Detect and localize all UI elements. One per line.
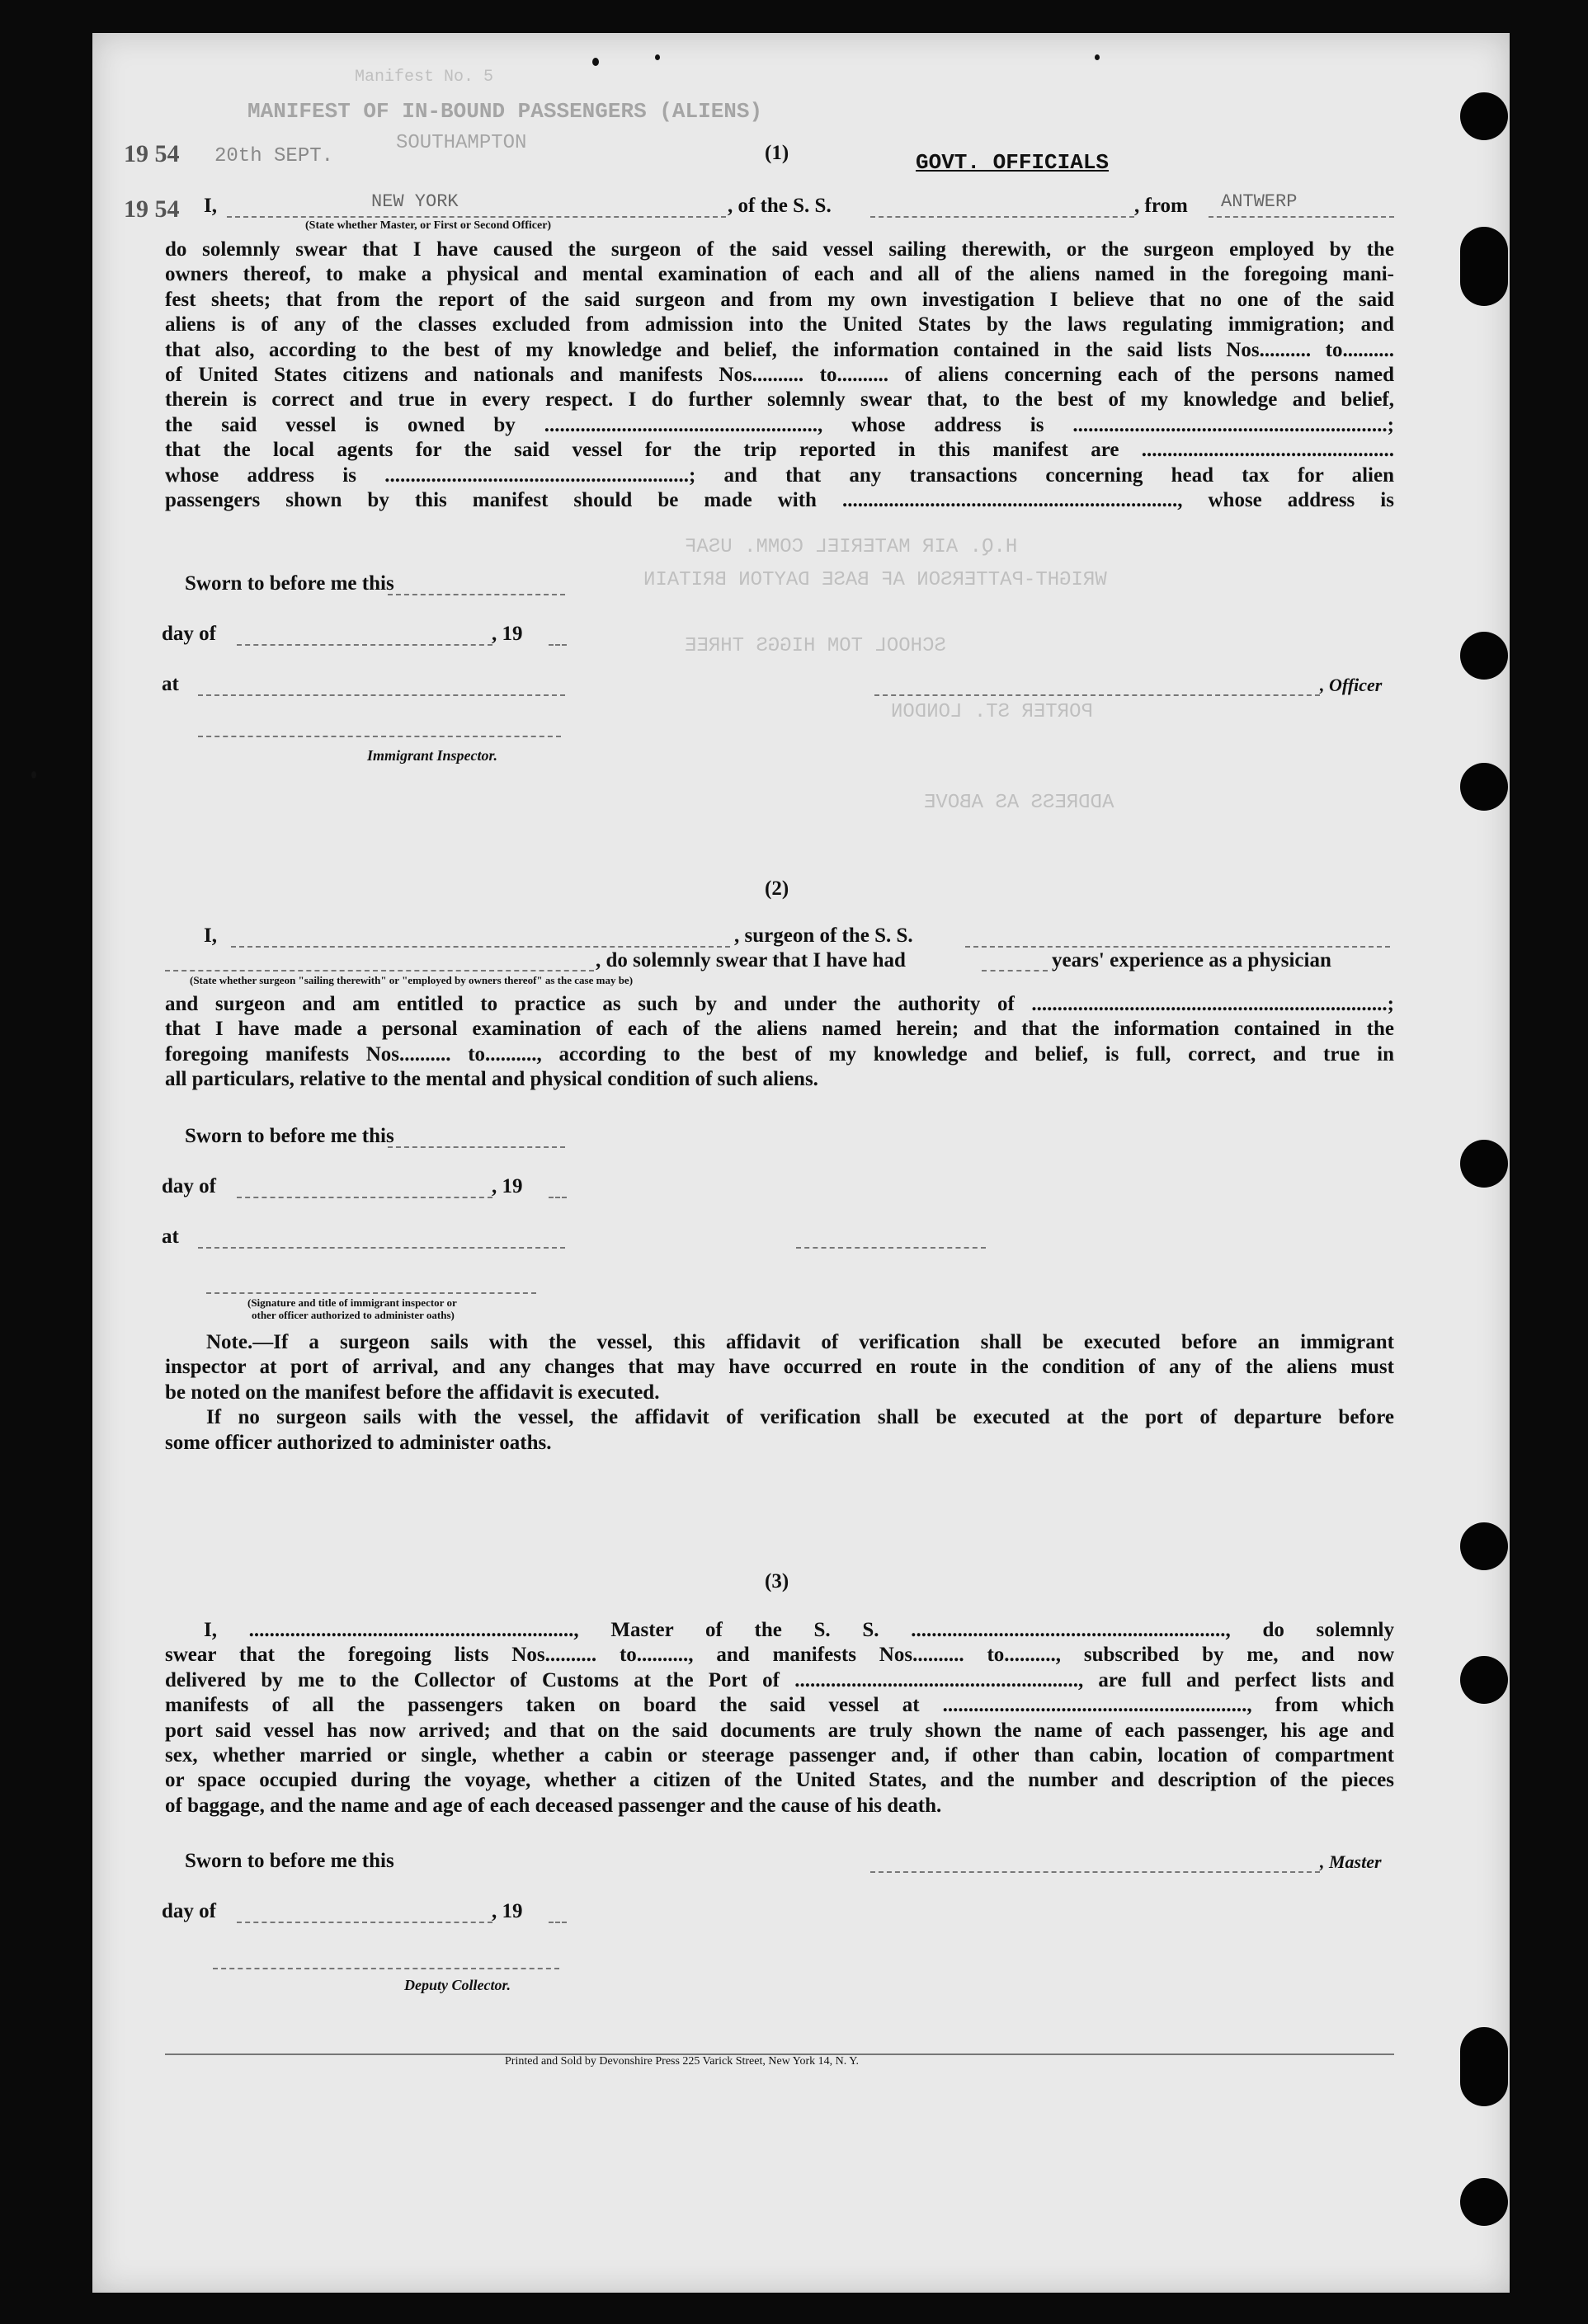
section-1-nineteen: , 19 [492,623,523,645]
master-signature-line [870,1871,1320,1873]
section-3-day-line [237,1922,492,1923]
day-of-line [237,644,492,646]
section-2-line: that I have made a personal examination of each of the aliens named herein; and that the information contained in the [165,1018,1394,1041]
note-line: Note.—If a surgeon sails with the vessel, this affidavit of verification shall be executed before an immigrant [206,1331,1394,1353]
section-2-line: foregoing manifests Nos.......... to.........., according to the best of my knowledge and belief, is full, correct, and true in [165,1042,1394,1066]
section-3-day-of: day of [162,1900,216,1922]
printer-imprint: Printed and Sold by Devonshire Press 225 Varick Street, New York 14, N. Y. [505,2055,860,2068]
section-2-vessel-line [965,946,1390,948]
bleed-through-text: WRIGHT-PATTERSON AF BASE DAYTON BRITAIN [643,569,1107,591]
section-1-state-whether: (State whether Master, or First or Second Officer) [305,219,552,232]
binder-hole [1460,2178,1508,2226]
section-2-swear: , do solemnly swear that I have had [596,949,906,971]
header-title: MANIFEST OF IN-BOUND PASSENGERS (ALIENS) [247,99,763,124]
section-3-line: port said vessel has now arrived; and that on the said documents are truly shown the name of each passenger, his age and [165,1719,1394,1742]
section-2-sworn-line [388,1146,565,1148]
section-2-at-line [198,1247,565,1249]
section-3-line: delivered by me to the Collector of Customs at the Port of ......................................................., are full and perfect lists and [165,1668,1394,1691]
binder-hole [1460,2027,1508,2106]
surgeon-signature-line [796,1247,986,1249]
section-2-year-line [549,1197,567,1198]
printed-port-name: NEW YORK [371,191,459,212]
section-2-surgeon-of: , surgeon of the S. S. [734,924,913,947]
master-name-line [227,216,726,218]
bleed-through-text: SCHOOL TOM HIGGS THREE [685,635,946,657]
section-2-day-of: day of [162,1175,216,1197]
section-3-number: (3) [765,1570,789,1592]
section-2-day-line [237,1197,492,1198]
deputy-collector-line [213,1968,559,1969]
section-3-line: I, ..............................................................., Master of the S. S. ............................................................., do solemnly [204,1619,1394,1641]
section-1-line: whose address is ...........................................................; and that any transactions concerning head tax for alien [165,463,1394,487]
bleed-through-text: H.Q. AIR MATERIEL COMM. USAF [685,536,1018,558]
binder-hole [1460,1656,1508,1704]
inspector-signature-line [198,736,561,737]
header-manifest-no: Manifest No. 5 [355,68,494,87]
section-1-line: passengers shown by this manifest should be made with ................................................................., whose address is [165,489,1394,512]
header-sailing: SOUTHAMPTON [396,132,527,154]
binder-hole [1460,1140,1508,1188]
section-2-line: and surgeon and am entitled to practice as such by and under the authority of .....................................................................; [165,993,1394,1015]
section-2-signature-caption-1: (Signature and title of immigrant inspector or [247,1296,457,1309]
section-1-line: the said vessel is owned by ....................................................., whose address is .............................................................; [165,413,1394,436]
section-3-line: sex, whether married or single, whether a cabin or steerage passenger and, if other than cabin, location of compartment [165,1744,1394,1767]
section-1-line: that the local agents for the said vessel for the trip reported in this manifest are ................................................. [165,439,1394,462]
immigrant-inspector-label: Immigrant Inspector. [367,747,498,764]
binder-hole [1460,227,1508,306]
section-2-i: I, [204,924,217,947]
section-2-years: years' experience as a physician [1052,949,1331,971]
section-3-line: of baggage, and the name and age of each deceased passenger and the cause of his death. [165,1794,942,1817]
section-1-line: do solemnly swear that I have caused the surgeon of the said vessel sailing therewith, or the surgeon employed by the [165,238,1394,261]
section-2-state-whether: (State whether surgeon "sailing therewith" or "employed by owners thereof" as the case may be) [190,974,634,986]
section-1-from: , from [1134,195,1188,217]
section-2-officer-line [206,1292,536,1294]
section-1-line: that also, according to the best of my knowledge and belief, the information contained in the said lists Nos.......... to.......... [165,338,1394,361]
binder-hole [1460,763,1508,811]
section-1-line: aliens is of any of the classes excluded from admission into the United States by the laws regulating immigration; and [165,313,1394,336]
section-3-paragraph [165,1618,1394,1818]
header-year-2: 19 54 [124,195,180,223]
section-3-nineteen: , 19 [492,1900,523,1922]
binder-hole [1460,632,1508,680]
section-1-line: owners thereof, to make a physical and mental examination of each and all of the aliens named in the foregoing mani- [165,263,1394,286]
section-3-year-line [549,1922,567,1923]
section-1-at: at [162,673,179,695]
section-1-of-ss: , of the S. S. [728,195,832,217]
at-line [198,694,565,696]
officer-label: , Officer [1320,675,1383,695]
note-line: some officer authorized to administer oaths. [165,1431,552,1454]
section-1-line: of United States citizens and nationals and manifests Nos.......... to.......... of aliens concerning each of the persons named [165,364,1394,387]
section-2-at: at [162,1226,179,1248]
note-line: inspector at port of arrival, and any changes that may have occurred en route in the condition of any of the aliens must [165,1356,1394,1379]
section-1-day-of: day of [162,623,216,645]
section-1-line: fest sheets; that from the report of the said surgeon and from my own investigation I believe that no one of the said [165,288,1394,311]
deputy-collector-label: Deputy Collector. [404,1977,511,1993]
section-3-line: manifests of all the passengers taken on board the said vessel at ..........................................................., from which [165,1694,1394,1717]
from-port-value: ANTWERP [1221,191,1298,212]
header-year-1: 19 54 [124,140,180,167]
surgeon-capacity-line [165,970,594,971]
year-line [549,644,567,646]
master-label: , Master [1320,1851,1382,1872]
note-line: be noted on the manifest before the affidavit is executed. [165,1381,660,1404]
section-2-number: (2) [765,877,789,900]
section-1-paragraph [165,238,1394,513]
section-2-paragraph [165,992,1394,1093]
section-3-line: or space occupied during the voyage, whether a citizen of the United States, and the number and description of the pieces [165,1769,1394,1792]
sworn-date-line [388,594,565,595]
section-2-sworn: Sworn to before me this [185,1125,394,1147]
binder-hole [1460,1522,1508,1570]
section-1-number: (1) [765,142,789,164]
note-paragraph [165,1330,1394,1456]
ink-speck [655,54,660,60]
section-1-sworn: Sworn to before me this [185,572,394,595]
section-2-signature-caption-2: other officer authorized to administer oaths) [252,1309,455,1321]
note-line: If no surgeon sails with the vessel, the affidavit of verification shall be executed at the port of departure before [206,1406,1394,1429]
header-date-sailed: 20th SEPT. [214,145,334,167]
surgeon-name-line [231,946,730,948]
vessel-name-line [870,216,1134,218]
section-3-sworn: Sworn to before me this [185,1850,394,1872]
section-2-nineteen: , 19 [492,1175,523,1197]
binder-hole [1460,92,1508,140]
section-3-line: swear that the foregoing lists Nos.......... to.........., and manifests Nos.......... to.........., subscribed by me, and now [165,1644,1394,1667]
section-1-line: therein is correct and true in every respect. I do further solemnly swear that, to the best of my knowledge and belief, [165,388,1394,412]
officer-signature-line [874,694,1320,696]
section-1-i: I, [204,195,217,217]
bleed-through-text: ADDRESS AS ABOVE [924,792,1114,814]
section-2-line: all particulars, relative to the mental and physical condition of such aliens. [165,1068,818,1091]
years-line [982,970,1048,971]
ink-speck [31,771,36,779]
from-port-line [1209,216,1394,218]
bleed-through-text: PORTER ST. LONDON [891,701,1093,723]
ink-speck [592,58,599,66]
govt-officials-stamp: GOVT. OFFICIALS [916,150,1110,175]
ink-speck [1095,54,1100,60]
